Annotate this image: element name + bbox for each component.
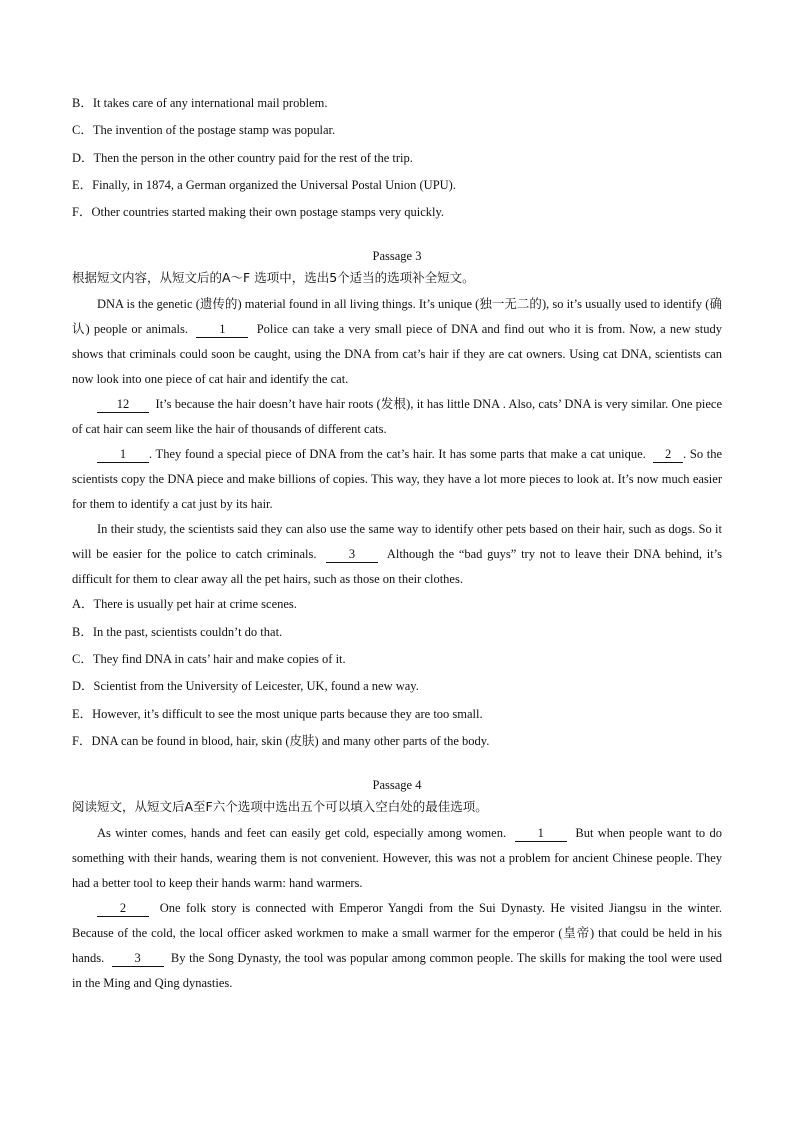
passage3 (72, 245, 722, 758)
option-b: B．In the past, scientists couldn’t do that. (72, 624, 283, 639)
option-d: D．Then the person in the other country paid for the rest of the trip. (72, 150, 413, 165)
paragraph-text: DNA is the genetic (遗传的) material found in all living things. It’s unique (独一无二的), so it’s usually used to identify (确认) people or animals. (72, 297, 722, 337)
option-c: C．They find DNA in cats’ hair and make copies of it. (72, 652, 346, 667)
passage3-paragraph-1 (72, 292, 722, 392)
option-b: B．It takes care of any international mail problem. (72, 96, 328, 110)
answer-blank[interactable]: 12 (97, 397, 149, 413)
paragraph-text: . So the scientists copy the DNA piece and make billions of copies. This way, they have a lot more pieces to look at. It’s now much easier for them to identify a cat just by its hair. (72, 447, 722, 512)
passage4-paragraph-1 (72, 821, 722, 896)
answer-blank[interactable]: 1 (196, 322, 248, 338)
option-a: A．There is usually pet hair at crime scenes. (72, 597, 297, 612)
option-d: D．Scientist from the University of Leicester, UK, found a new way. (72, 679, 419, 694)
passage4-paragraph-2 (72, 896, 722, 996)
document-content (72, 93, 722, 996)
answer-blank[interactable]: 2 (97, 901, 149, 917)
paragraph-text: Although the “bad guys” try not to leave their DNA behind, it’s difficult for them to clear away all the pet hairs, such as those on their clothes. (72, 547, 722, 587)
answer-blank[interactable]: 2 (653, 447, 683, 463)
answer-blank[interactable]: 3 (112, 951, 164, 967)
paragraph-text: One folk story is connected with Emperor Yangdi from the Sui Dynasty. He visited Jiangsu in the winter. Because of the cold, the local officer asked workmen to make a small warmer for the emperor (皇帝) that could be held in his hands. (72, 901, 723, 966)
passage2-options (72, 93, 722, 229)
passage3-title: Passage 3 (372, 249, 422, 264)
paragraph-text: It’s because the hair doesn’t have hair roots (发根), it has little DNA . Also, cats’ DNA is very similar. One piece of cat hair can seem like the hair of thousands of different cats. (72, 397, 723, 437)
option-e: E．However, it’s difficult to see the most unique parts because they are too small. (72, 706, 483, 721)
answer-blank[interactable]: 3 (326, 547, 378, 563)
paragraph-text: In their study, the scientists said they can also use the same way to identify other pets based on their hair, such as dogs. So it will be easier for the police to catch criminals. (72, 522, 722, 562)
passage3-paragraph-3 (72, 442, 722, 517)
option-c: C．The invention of the postage stamp was popular. (72, 123, 336, 138)
option-f: F．DNA can be found in blood, hair, skin (皮肤) and many other parts of the body. (72, 733, 490, 748)
option-f: F．Other countries started making their own postage stamps very quickly. (72, 205, 445, 220)
passage3-instruction: 根据短文内容，从短文后的A～F 选项中，选出5个适当的选项补全短文。 (72, 270, 475, 286)
paragraph-text: . They found a special piece of DNA from the cat’s hair. It has some parts that make a cat unique. (149, 447, 646, 462)
paragraph-text: But when people want to do something with their hands, wearing them is not convenient. However, this was not a problem for ancient Chinese people. They had a better tool to keep their hands warm: hand warmers. (72, 826, 722, 891)
answer-blank[interactable]: 1 (515, 826, 567, 842)
passage3-paragraph-4 (72, 517, 722, 592)
paragraph-text: By the Song Dynasty, the tool was popular among common people. The skills for making the tool were used in the Ming and Qing dynasties. (72, 951, 723, 991)
passage4-instruction: 阅读短文，从短文后A至F六个选项中选出五个可以填入空白处的最佳选项。 (72, 799, 488, 815)
option-e: E．Finally, in 1874, a German organized the Universal Postal Union (UPU). (72, 177, 456, 192)
paragraph-text: As winter comes, hands and feet can easily get cold, especially among women. (97, 826, 507, 841)
passage4-title: Passage 4 (372, 778, 422, 793)
passage3-paragraph-2 (72, 392, 722, 442)
answer-blank[interactable]: 1 (97, 447, 149, 463)
passage4 (72, 774, 722, 996)
passage3-options (72, 594, 722, 758)
paragraph-text: Police can take a very small piece of DNA and find out who it is from. Now, a new study shows that criminals could soon be caught, using the DNA from cat’s hair if they are cat owners. Using cat DNA, scientists can now look into one piece of cat hair and identify the cat. (72, 322, 723, 387)
